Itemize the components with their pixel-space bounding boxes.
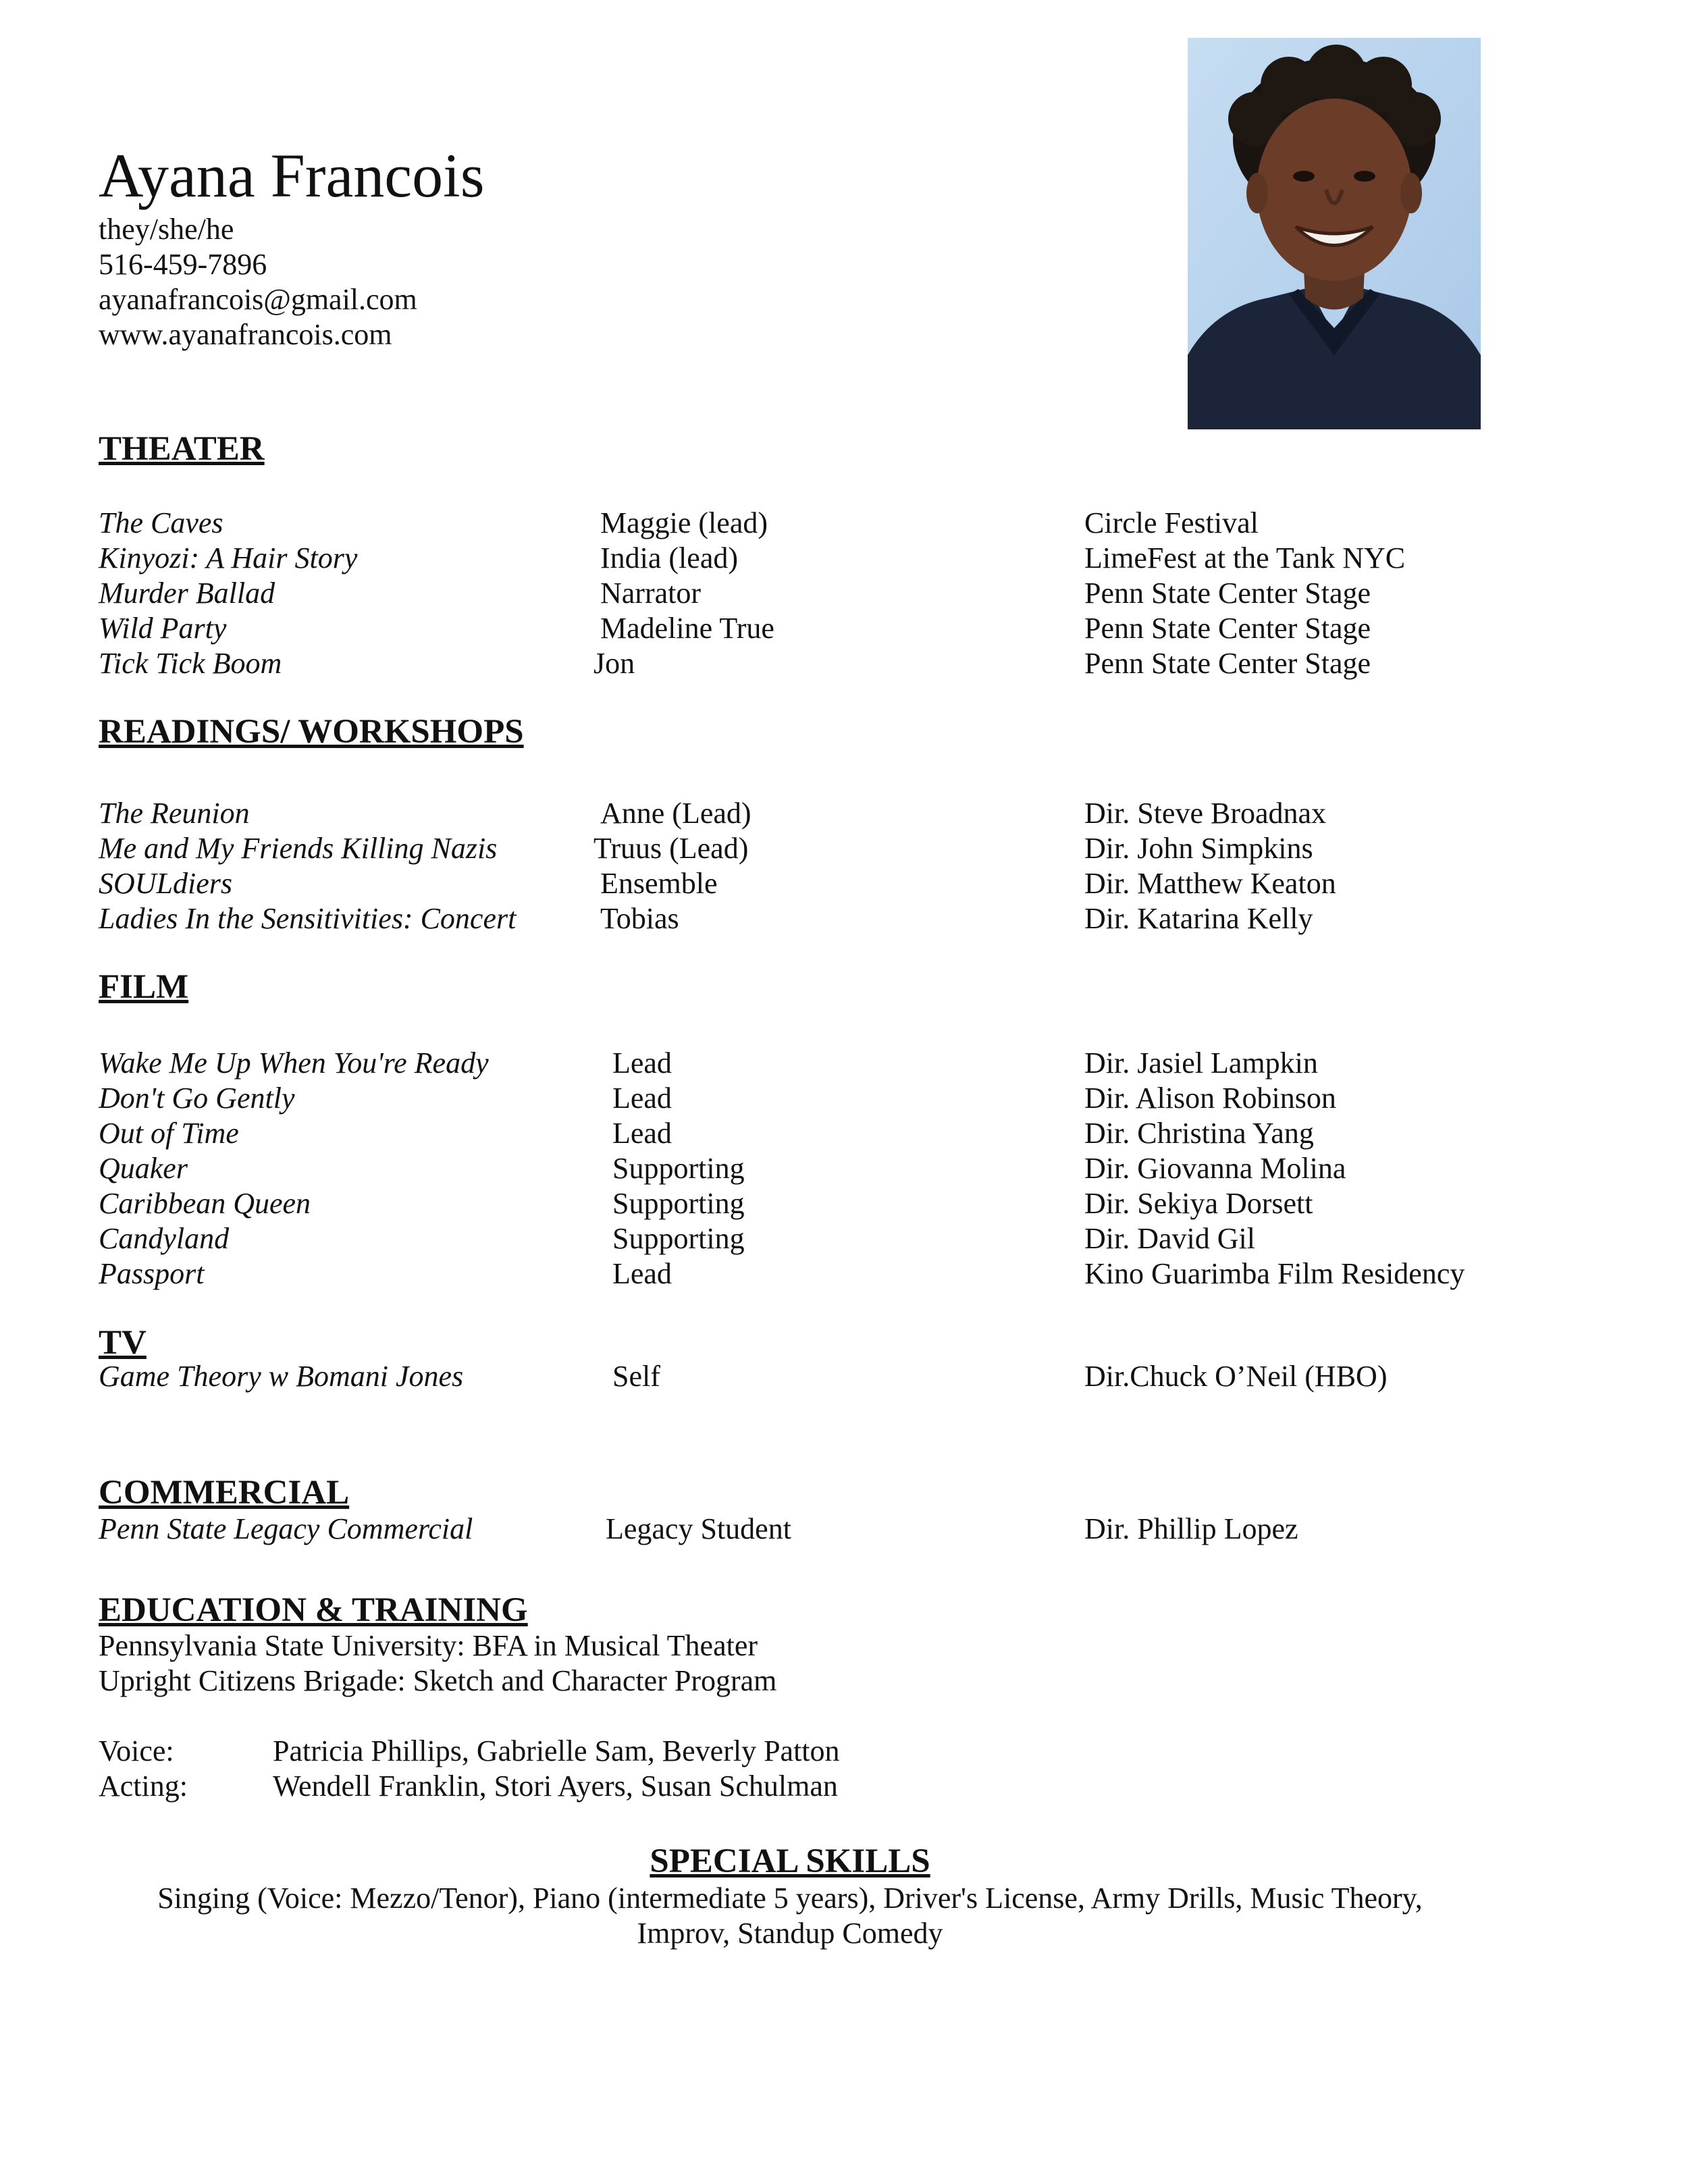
training-teachers: Wendell Franklin, Stori Ayers, Susan Schulman — [273, 1769, 838, 1803]
commercial-heading: COMMERCIAL — [99, 1474, 350, 1512]
credit-title: SOULdiers — [99, 867, 233, 900]
readings-row — [0, 901, 1688, 936]
credit-director: Dir. Phillip Lopez — [1084, 1512, 1298, 1545]
credit-director: Dir. David Gil — [1084, 1222, 1255, 1255]
website-url: www.ayanafrancois.com — [99, 318, 392, 351]
credit-venue: Penn State Center Stage — [1084, 647, 1371, 680]
credit-role: Tobias — [600, 902, 679, 935]
credit-title: Wake Me Up When You're Ready — [99, 1046, 489, 1080]
training-label: Acting: — [99, 1769, 188, 1803]
phone-number: 516-459-7896 — [99, 248, 267, 281]
skills-line: Singing (Voice: Mezzo/Tenor), Piano (intermediate 5 years), Driver's License, Army Drills, Music Theory, — [157, 1882, 1423, 1915]
readings-heading: READINGS/ WORKSHOPS — [99, 713, 524, 751]
commercial-row — [0, 1512, 1688, 1547]
pronouns: they/she/he — [99, 213, 234, 246]
credit-title: Game Theory w Bomani Jones — [99, 1360, 464, 1393]
credit-venue: Penn State Center Stage — [1084, 612, 1371, 645]
credit-role: Lead — [612, 1082, 672, 1115]
credit-title: Caribbean Queen — [99, 1187, 311, 1220]
credit-role: Lead — [612, 1046, 672, 1080]
credit-role: Narrator — [600, 577, 702, 610]
credit-title: Me and My Friends Killing Nazis — [99, 832, 498, 865]
training-label: Voice: — [99, 1734, 174, 1767]
email-address: ayanafrancois@gmail.com — [99, 283, 417, 316]
credit-role: Truus (Lead) — [594, 832, 749, 865]
film-row — [0, 1116, 1688, 1151]
theater-row — [0, 506, 1688, 541]
credit-title: The Reunion — [99, 797, 250, 830]
credit-role: Supporting — [612, 1187, 745, 1220]
credit-role: Madeline True — [600, 612, 774, 645]
credit-title: Tick Tick Boom — [99, 647, 282, 680]
film-row — [0, 1046, 1688, 1081]
readings-row — [0, 866, 1688, 901]
credit-title: Quaker — [99, 1152, 188, 1185]
credit-role: Lead — [612, 1257, 672, 1290]
film-row — [0, 1151, 1688, 1186]
readings-row — [0, 831, 1688, 866]
credit-director: Kino Guarimba Film Residency — [1084, 1257, 1465, 1290]
readings-row — [0, 796, 1688, 831]
credit-director: Dir. John Simpkins — [1084, 832, 1313, 865]
theater-heading: THEATER — [99, 430, 265, 468]
tv-heading: TV — [99, 1324, 147, 1362]
credit-role: Supporting — [612, 1152, 745, 1185]
credit-title: Out of Time — [99, 1117, 239, 1150]
credit-title: Murder Ballad — [99, 577, 275, 610]
credit-role: Ensemble — [600, 867, 718, 900]
credit-director: Dir.Chuck O’Neil (HBO) — [1084, 1360, 1388, 1393]
credit-title: Candyland — [99, 1222, 230, 1255]
film-heading: FILM — [99, 968, 189, 1006]
headshot-photo — [1188, 38, 1481, 429]
credit-title: Penn State Legacy Commercial — [99, 1512, 473, 1545]
credit-role: Maggie (lead) — [600, 506, 768, 539]
credit-venue: Penn State Center Stage — [1084, 577, 1371, 610]
credit-role: India (lead) — [600, 541, 738, 575]
skills-line: Improv, Standup Comedy — [637, 1917, 943, 1950]
film-row — [0, 1186, 1688, 1221]
education-line: Pennsylvania State University: BFA in Musical Theater — [99, 1629, 758, 1662]
credit-title: Don't Go Gently — [99, 1082, 295, 1115]
credit-director: Dir. Christina Yang — [1084, 1117, 1314, 1150]
credit-role: Supporting — [612, 1222, 745, 1255]
credit-role: Anne (Lead) — [600, 797, 751, 830]
credit-director: Dir. Giovanna Molina — [1084, 1152, 1346, 1185]
credit-director: Dir. Matthew Keaton — [1084, 867, 1336, 900]
theater-row — [0, 611, 1688, 646]
credit-director: Dir. Sekiya Dorsett — [1084, 1187, 1313, 1220]
credit-role: Legacy Student — [606, 1512, 791, 1545]
tv-row — [0, 1359, 1688, 1394]
skills-heading: SPECIAL SKILLS — [650, 1842, 930, 1880]
credit-role: Self — [612, 1360, 660, 1393]
training-teachers: Patricia Phillips, Gabrielle Sam, Beverly Patton — [273, 1734, 840, 1767]
credit-director: Dir. Alison Robinson — [1084, 1082, 1336, 1115]
education-line: Upright Citizens Brigade: Sketch and Character Program — [99, 1664, 777, 1697]
credit-venue: LimeFest at the Tank NYC — [1084, 541, 1406, 575]
credit-role: Lead — [612, 1117, 672, 1150]
credit-venue: Circle Festival — [1084, 506, 1259, 539]
credit-title: Kinyozi: A Hair Story — [99, 541, 358, 575]
theater-row — [0, 646, 1688, 681]
film-row — [0, 1221, 1688, 1256]
credit-title: Ladies In the Sensitivities: Concert — [99, 902, 517, 935]
credit-director: Dir. Katarina Kelly — [1084, 902, 1313, 935]
credit-director: Dir. Steve Broadnax — [1084, 797, 1327, 830]
film-row — [0, 1256, 1688, 1291]
credit-director: Dir. Jasiel Lampkin — [1084, 1046, 1318, 1080]
education-heading: EDUCATION & TRAINING — [99, 1591, 528, 1629]
credit-title: Passport — [99, 1257, 205, 1290]
theater-row — [0, 576, 1688, 611]
credit-title: Wild Party — [99, 612, 227, 645]
theater-row — [0, 541, 1688, 576]
credit-role: Jon — [594, 647, 635, 680]
film-row — [0, 1081, 1688, 1116]
credit-title: The Caves — [99, 506, 223, 539]
actor-name: Ayana Francois — [99, 141, 485, 210]
